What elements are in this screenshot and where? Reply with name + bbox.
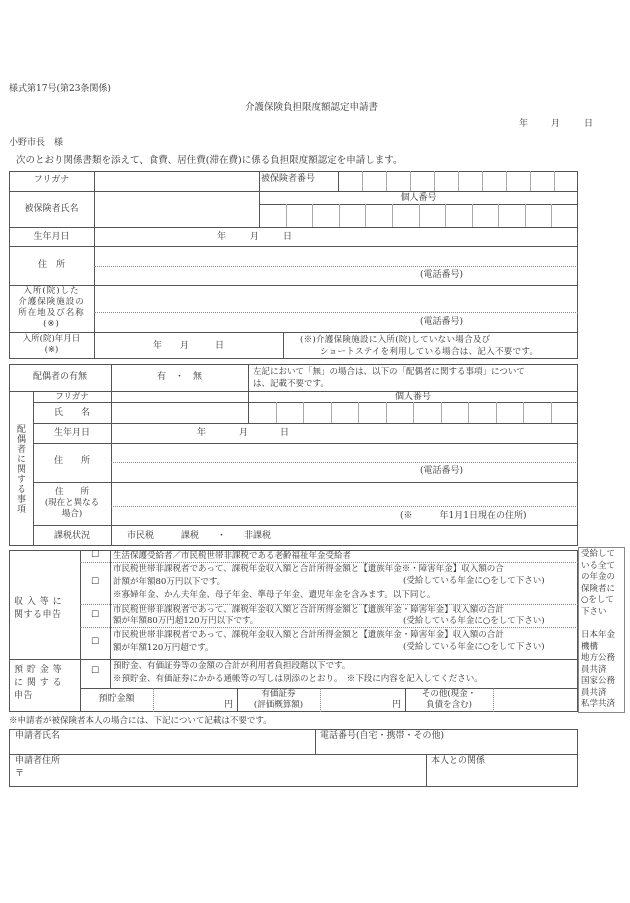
birth-day-label: 日 — [283, 232, 293, 242]
page-title: 介護保険負担限度額認定申請書 — [245, 102, 379, 113]
spouse-my-number-digit[interactable] — [414, 402, 440, 423]
insured-name-input[interactable] — [95, 192, 258, 226]
spouse-my-number-label: 個人番号 — [394, 392, 431, 402]
spouse-birthdate-input[interactable] — [112, 424, 577, 442]
my-number-label: 個人番号 — [400, 193, 437, 203]
spouse-section-label: 配偶者に関する事項 — [15, 424, 25, 514]
insured-number-digit[interactable] — [339, 171, 361, 191]
facility-phone-label: (電話番号) — [420, 317, 464, 327]
my-number-digit[interactable] — [526, 204, 551, 227]
date-day-label: 日 — [584, 119, 594, 129]
facility-phone-input[interactable] — [470, 313, 576, 331]
my-number-digit[interactable] — [499, 204, 524, 227]
furigana-label: フリガナ — [33, 175, 70, 185]
income-section-label: 収 入 等 に 関する申告 — [14, 597, 63, 620]
income-option-2-checkbox[interactable]: ☐ — [90, 577, 100, 587]
spouse-furigana-input[interactable] — [112, 392, 247, 401]
income-option-4-text: 市民税世帯非課税者であって、課税年金収入額と合計所得金額と【遺族年金・障害年金】収入額の合計 額が年額120万円超です。 — [113, 630, 504, 653]
spouse-name-input[interactable] — [112, 403, 247, 422]
facility-label: 入所(院)した 介護保険施設の 所在地及び名称 (※) — [18, 286, 85, 329]
insured-number-digit[interactable] — [555, 171, 577, 191]
applicant-address-label: 申請者住所 — [15, 756, 61, 766]
spouse-birth-month-label: 月 — [239, 428, 249, 438]
spouse-birth-day-label: 日 — [280, 428, 290, 438]
my-number-digit[interactable] — [260, 204, 285, 227]
admission-year-label: 年 — [153, 341, 163, 351]
address-phone-label: (電話番号) — [420, 270, 464, 280]
insured-number-digit[interactable] — [483, 171, 505, 191]
savings-checkbox[interactable]: ☐ — [90, 666, 100, 676]
addressee: 小野市長 様 — [9, 138, 64, 148]
spouse-presence-note: 左記において「無」の場合は、以下の「配偶者に関する事項」について は、記載不要です。 — [253, 367, 525, 389]
insured-number-digit[interactable] — [435, 171, 457, 191]
spouse-address-input[interactable] — [112, 444, 577, 461]
address-label: 住 所 — [37, 260, 65, 270]
address-phone-input[interactable] — [470, 267, 576, 284]
postal-mark: 〒 — [15, 769, 25, 779]
spouse-tax-options[interactable]: 市民税 課税 ・ 非課税 — [127, 531, 272, 541]
birthdate-label: 生年月日 — [33, 232, 70, 242]
furigana-input[interactable] — [95, 172, 258, 190]
spouse-my-number-digit[interactable] — [469, 402, 495, 423]
income-option-4-checkbox[interactable]: ☐ — [90, 637, 100, 647]
form-number: 様式第17号(第23条関係) — [9, 84, 111, 94]
applicant-name-label: 申請者氏名 — [15, 731, 61, 741]
my-number-digit[interactable] — [552, 204, 577, 227]
insured-number-digit[interactable] — [363, 171, 385, 191]
spouse-name-label: 氏 名 — [53, 408, 90, 418]
spouse-alt-address-note: (※ 年1月1日現在の住所) — [400, 511, 527, 521]
pension-instruction: 受給して いる全て の年金の 保険者に ○をして 下さい — [581, 549, 616, 617]
income-option-2-text: 市民税世帯非課税者であって、課税年金収入額と合計所得金額と【遺族年金※・障害年金】収入額の合 計額が年額80万円以下です。 ※寡婦年金、かん夫年金、母子年金、準母子年金、遺児年金を含みます。以下同じ。 — [113, 564, 504, 600]
applicant-phone-label: 電話番号(自宅・携帯・その他) — [320, 731, 445, 741]
securities-yen: 円 — [392, 700, 402, 710]
my-number-digit[interactable] — [473, 204, 498, 227]
date-month-label: 月 — [551, 119, 561, 129]
applicant-address-input[interactable] — [28, 767, 424, 785]
income-option-3-note: (受給している年金に○をして下さい) — [403, 616, 545, 626]
deposit-yen: 円 — [224, 700, 234, 710]
insured-name-label: 被保険者氏名 — [24, 204, 79, 214]
admission-day-label: 日 — [215, 341, 225, 351]
spouse-my-number-digit[interactable] — [332, 402, 358, 423]
spouse-presence-label: 配偶者の有無 — [32, 372, 87, 382]
date-month-input[interactable] — [561, 114, 581, 130]
birth-month-label: 月 — [250, 232, 260, 242]
address-input[interactable] — [95, 247, 577, 265]
spouse-birth-year-label: 年 — [197, 428, 207, 438]
insured-number-digit[interactable] — [387, 171, 409, 191]
my-number-digit[interactable] — [313, 204, 338, 227]
relation-input[interactable] — [427, 767, 577, 786]
spouse-birthdate-label: 生年月日 — [53, 428, 90, 438]
income-option-1-checkbox[interactable]: ☐ — [90, 550, 100, 560]
applicant-phone-input[interactable] — [316, 742, 577, 753]
insured-number-digit[interactable] — [411, 171, 433, 191]
income-option-2-note: (受給している年金に○をして下さい) — [403, 576, 545, 586]
other-assets-label: その他(現金・ 負債を含む) — [421, 689, 477, 710]
my-number-digit[interactable] — [287, 204, 312, 227]
applicant-name-input[interactable] — [10, 742, 314, 753]
spouse-my-number-digit[interactable] — [249, 402, 275, 423]
date-year-label: 年 — [519, 119, 529, 129]
savings-option-text: 預貯金、有価証券等の金額の合計が利用者負担段階以下です。 ※預貯金、有価証券にかかる通帳等の写しは別添のとおり。 ※下段に内容を記入してください。 — [113, 661, 483, 684]
my-number-digit[interactable] — [366, 204, 391, 227]
spouse-tax-label: 課税状況 — [53, 531, 90, 541]
spouse-my-number-digit[interactable] — [277, 402, 303, 423]
admission-month-label: 月 — [180, 341, 190, 351]
spouse-presence-options[interactable]: 有 ・ 無 — [156, 372, 202, 382]
date-year-input[interactable] — [529, 114, 549, 130]
deposit-label: 預貯金額 — [98, 694, 135, 704]
facility-input[interactable] — [95, 286, 577, 311]
applicant-note: ※申請者が被保険者本人の場合には、下記について記載は不要です。 — [9, 716, 272, 726]
spouse-phone-label: (電話番号) — [420, 466, 464, 476]
securities-label: 有価証券 (評価概算額) — [253, 689, 304, 710]
admission-note: (※)介護保険施設に入所(院)していない場合及び ショートステイを利用している場合は、記入不要です。 — [300, 335, 539, 357]
spouse-furigana-label: フリガナ — [55, 392, 89, 402]
spouse-phone-input[interactable] — [470, 463, 576, 481]
my-number-digit[interactable] — [393, 204, 418, 227]
other-assets-input[interactable] — [494, 689, 577, 711]
spouse-my-number-digit[interactable] — [442, 402, 468, 423]
intro-text: 次のとおり関係書類を添えて、食費、居住費(滞在費)に係る負担限度額認定を申請します。 — [16, 155, 403, 166]
spouse-my-number-digit[interactable] — [304, 402, 330, 423]
spouse-my-number-digit[interactable] — [387, 402, 413, 423]
admission-date-input[interactable] — [95, 333, 282, 358]
birth-year-label: 年 — [217, 232, 227, 242]
spouse-address-label: 住 所 — [53, 456, 90, 466]
income-option-3-checkbox[interactable]: ☐ — [90, 610, 100, 620]
relation-label: 本人との関係 — [431, 756, 486, 766]
pension-insurers[interactable]: 日本年金 機構 地方公務 員共済 国家公務 員共済 私学共済 — [581, 630, 616, 709]
savings-section-label: 預 貯 金 等 に 関 す る 申告 — [14, 665, 63, 701]
admission-date-label: 入所(院)年月日 (※) — [22, 334, 81, 355]
spouse-my-number-digit[interactable] — [552, 402, 578, 423]
my-number-digit[interactable] — [446, 204, 471, 227]
insured-number-digit[interactable] — [507, 171, 529, 191]
insured-number-digit[interactable] — [531, 171, 553, 191]
insured-number-label: 被保険者番号 — [261, 174, 316, 184]
my-number-digit[interactable] — [420, 204, 445, 227]
spouse-alt-address-label: 住 所 (現在と異なる 場合) — [44, 487, 100, 519]
my-number-digit[interactable] — [340, 204, 365, 227]
income-option-3-text: 市民税世帯非課税者であって、課税年金収入額と合計所得金額と【遺族年金・障害年金】収入額の合計 額が年額80万円超120万円以下です。 — [113, 605, 504, 626]
spouse-my-number-digit[interactable] — [359, 402, 385, 423]
birthdate-input[interactable] — [95, 228, 577, 245]
spouse-my-number-digit[interactable] — [524, 402, 550, 423]
insured-number-digit[interactable] — [459, 171, 481, 191]
spouse-my-number-digit[interactable] — [497, 402, 523, 423]
spouse-alt-address-input[interactable] — [112, 483, 577, 505]
income-option-4-note: (受給している年金に○をして下さい) — [403, 642, 545, 652]
income-option-1-text: 生活保護受給者／市民税世帯非課税である老齢福祉年金受給者 — [113, 551, 352, 561]
